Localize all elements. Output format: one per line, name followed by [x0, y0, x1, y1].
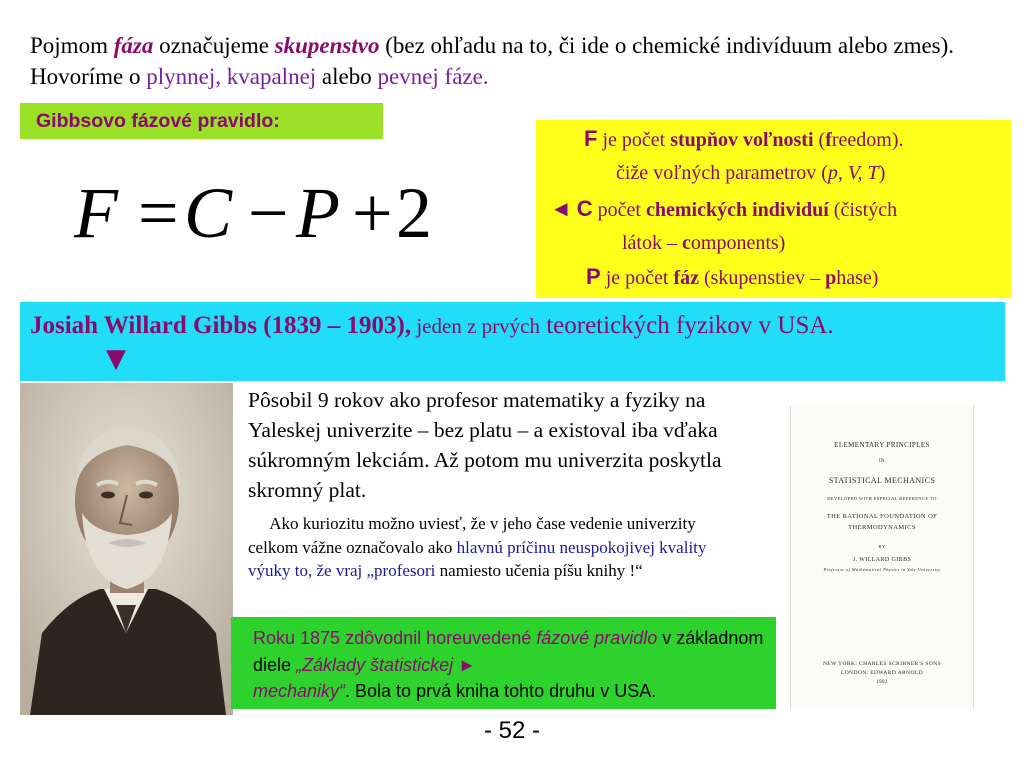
book-line: DEVELOPED WITH ESPECIAL REFERENCE TO — [827, 496, 937, 501]
term-fazove-pravidlo: fázové pravidlo — [536, 628, 658, 648]
explanation-parameters — [616, 160, 885, 187]
text: Ako kuriozitu možno uviesť, že v jeho čase vedenie univerzity celkom vážne označovalo ako — [248, 514, 696, 557]
explanation-C — [550, 196, 897, 224]
formula-two: 2 — [396, 173, 432, 253]
book-line: 1902 — [876, 680, 888, 685]
gibbs-name: Josiah Willard Gibbs (1839 – 1903), — [30, 312, 412, 339]
book-line: THERMODYNAMICS — [848, 524, 916, 531]
term-faz: fáz — [673, 267, 699, 289]
term-faza: fáza — [113, 33, 154, 58]
gibbs-formula — [60, 165, 460, 255]
parameters-pvt: p, V, T — [827, 162, 879, 184]
formula-plus: + — [352, 173, 393, 253]
intro-paragraph — [30, 30, 1005, 92]
book-line: ELEMENTARY PRINCIPLES — [834, 441, 930, 449]
bio-paragraph: Pôsobil 9 rokov ako profesor matematiky a fyziky na Yaleskej univerzite – bez platu – a existoval iba vďaka súkromným lekciám. Až potom mu univerzita poskytla skromný plat. — [248, 388, 722, 502]
text: (skupenstiev – — [698, 267, 826, 289]
left-arrow-icon: ◄ — [550, 196, 572, 221]
symbol-F: F — [584, 126, 598, 151]
text: hase) — [836, 267, 879, 289]
text: teoretických fyzikov v USA. — [539, 312, 834, 339]
letter-p: p — [825, 267, 837, 289]
text: je počet — [597, 129, 671, 151]
intro-comma: , — [215, 64, 222, 89]
letter-c: c — [682, 232, 691, 254]
book-title: „Základy štatistickej — [296, 654, 454, 675]
explanation-P — [586, 264, 878, 292]
formula-C: C — [184, 173, 233, 253]
book-line: Professor of Mathematical Physics in Yale University — [823, 567, 941, 572]
text: čiže voľných parametrov ( — [616, 162, 828, 184]
term-chemicke-individua: chemických individuí — [645, 199, 829, 221]
page-number: - 52 - — [483, 717, 540, 744]
formula-P: P — [296, 173, 340, 253]
book-title-page — [790, 405, 974, 709]
explanation-F — [584, 126, 904, 154]
intro-text: Pojmom — [30, 33, 114, 58]
term-pevnej-faze: pevnej fáze — [377, 64, 483, 89]
term-plynnej: plynnej — [146, 64, 216, 89]
text: látok – — [622, 232, 682, 254]
variables-explanation-box — [536, 120, 1011, 298]
text: reedom). — [831, 129, 904, 151]
book-line: BY — [878, 544, 886, 549]
book-title-cont: mechaniky“ — [253, 681, 346, 701]
gibbs-rule-label: Gibbsovo fázové pravidlo: — [20, 103, 383, 139]
text: jeden z prvých — [411, 314, 540, 338]
text: Roku 1875 zdôvodnil horeuvedené — [253, 628, 537, 648]
text: . Bola to prvá kniha tohto druhu v USA. — [345, 681, 657, 701]
formula-F: F — [74, 173, 118, 253]
intro-text: alebo — [316, 64, 378, 89]
symbol-C: C — [576, 196, 593, 221]
formula-equals: = — [138, 173, 179, 253]
gibbs-title — [30, 312, 834, 340]
symbol-P: P — [586, 264, 601, 289]
gibbs-portrait — [20, 383, 233, 715]
intro-text: (bez ohľadu na to, či ide o chemické indivíduum alebo zmes). Hovoríme o — [30, 33, 955, 89]
highlight-text: hlavnú príčinu neuspokojivej kvality výuky to, že vraj „profesori — [248, 537, 707, 580]
term-skupenstvo: skupenstvo — [274, 33, 380, 58]
book-line: STATISTICAL MECHANICS — [828, 476, 936, 485]
text: namiesto učenia píšu knihy !“ — [435, 561, 643, 580]
text: ( — [813, 129, 826, 151]
term-stupne-volnosti: stupňov voľnosti — [670, 129, 814, 151]
text: je počet — [600, 267, 674, 289]
down-arrow-icon: ▼ — [106, 344, 126, 374]
text: (čistých — [828, 199, 898, 221]
text: počet — [592, 199, 646, 221]
right-arrow-icon: ► — [453, 654, 476, 675]
book-line: IN — [878, 459, 886, 464]
curiosity-paragraph — [248, 512, 718, 583]
text: v základnom diele — [253, 628, 764, 675]
book-line: J. WILLARD GIBBS — [852, 557, 912, 563]
green-note-box — [231, 617, 776, 709]
book-line: THE RATIONAL FOUNDATION OF — [826, 513, 938, 520]
book-line: LONDON: EDWARD ARNOLD — [840, 670, 924, 676]
explanation-components — [622, 230, 785, 257]
formula-minus: − — [248, 173, 289, 253]
intro-text: označujeme — [153, 33, 275, 58]
intro-period: . — [482, 64, 489, 89]
term-kvapalnej: kvapalnej — [226, 64, 317, 89]
text: omponents) — [690, 232, 786, 254]
book-line: NEW YORK: CHARLES SCRIBNER'S SONS — [822, 661, 942, 667]
text: ) — [878, 162, 886, 184]
letter-f: f — [825, 129, 832, 151]
